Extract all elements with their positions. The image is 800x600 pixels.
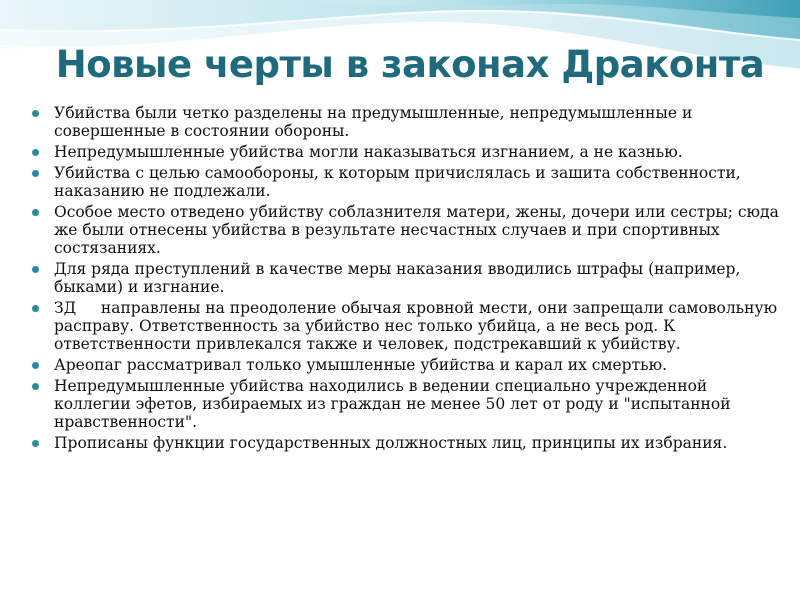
- list-item: [30, 260, 785, 296]
- bullet-text: Убийства с целью самообороны, к которым причислялась и зашита собственности, наказанию не подлежали.: [54, 164, 746, 200]
- bullet-dot-icon: [32, 305, 39, 312]
- bullet-dot-icon: [32, 440, 39, 447]
- list-item: [30, 143, 785, 161]
- bullet-dot-icon: [32, 266, 39, 273]
- list-item: [30, 104, 785, 140]
- slide-title: Новые черты в законах Драконта: [55, 43, 765, 86]
- bullet-text: Непредумышленные убийства могли наказываться изгнанием, а не казнью.: [54, 143, 683, 161]
- bullet-dot-icon: [32, 110, 39, 117]
- bullet-text: Убийства были четко разделены на предумышленные, непредумышленные и совершенные в состоянии обороны.: [54, 104, 698, 140]
- list-item: [30, 377, 785, 431]
- bullet-text: ЗД направлены на преодоление обычая кровной мести, они запрещали самовольную расправу. Ответственность за убийство нес только убийца, а не весь род. К ответственности привлекался также и человек, подстрекавший к убийству.: [54, 299, 782, 353]
- bullet-text: Особое место отведено убийству соблазнителя матери, жены, дочери или сестры; сюда же были отнесены убийства в результате несчастных случаев и при спортивных состязаниях.: [54, 203, 784, 257]
- list-item: [30, 164, 785, 200]
- bullet-dot-icon: [32, 209, 39, 216]
- bullet-dot-icon: [32, 149, 39, 156]
- bullet-text: Для ряда преступлений в качестве меры наказания вводились штрафы (например, быками) и изгнание.: [54, 260, 746, 296]
- list-item: [30, 299, 785, 353]
- bullet-list: [30, 104, 785, 455]
- list-item: [30, 203, 785, 257]
- bullet-dot-icon: [32, 362, 39, 369]
- bullet-text: Непредумышленные убийства находились в ведении специально учрежденной коллегии эфетов, избираемых из граждан не менее 50 лет от роду и "испытанной нравственности".: [54, 377, 736, 431]
- bullet-dot-icon: [32, 383, 39, 390]
- bullet-text: Прописаны функции государственных должностных лиц, принципы их избрания.: [54, 434, 728, 452]
- bullet-text: Ареопаг рассматривал только умышленные убийства и карал их смертью.: [54, 356, 668, 374]
- list-item: [30, 356, 785, 374]
- list-item: [30, 434, 785, 452]
- bullet-dot-icon: [32, 170, 39, 177]
